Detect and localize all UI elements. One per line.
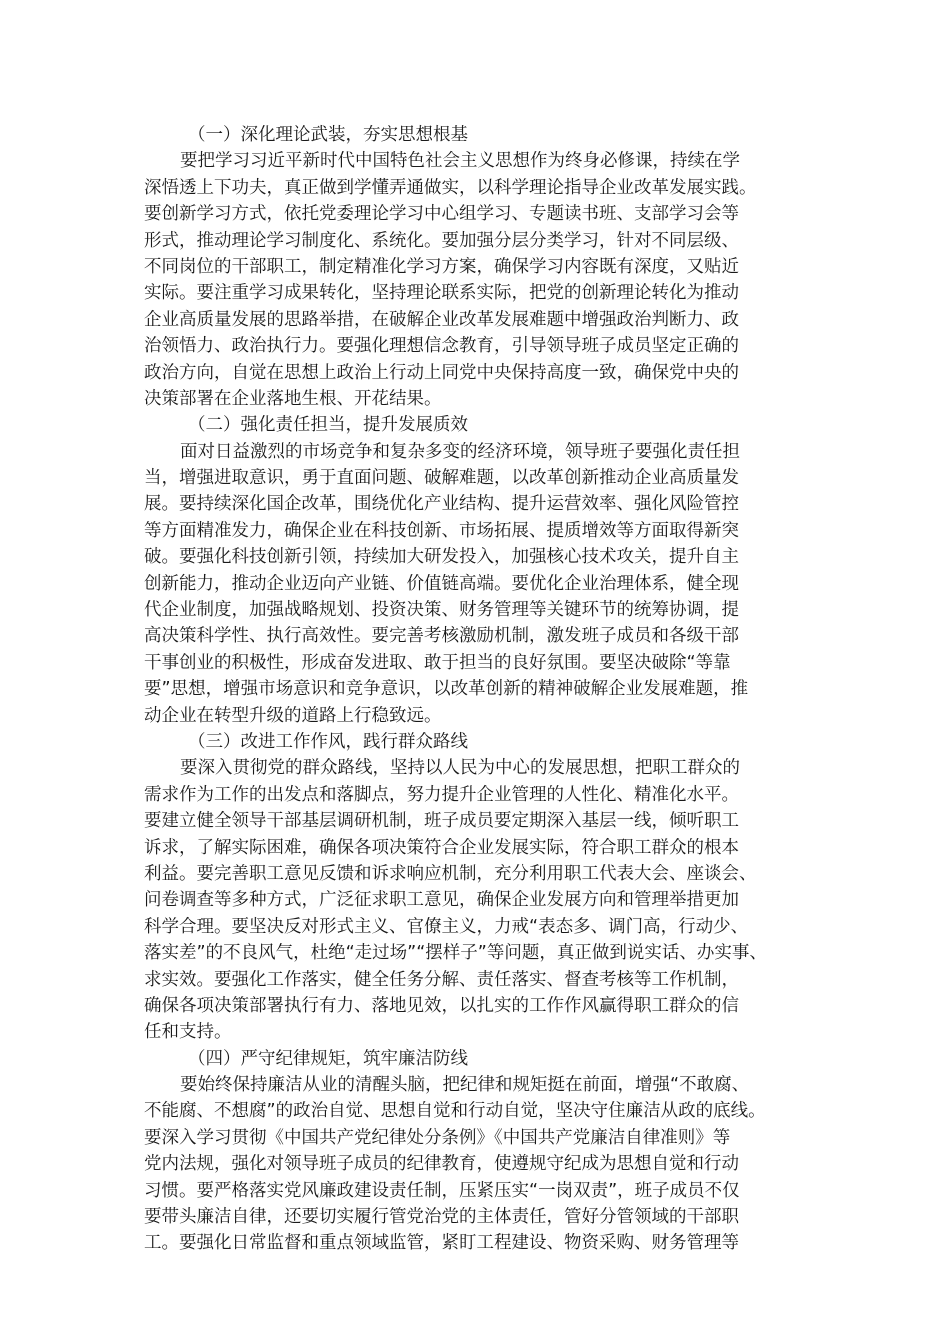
text-line: 决策部署在企业落地生根、开花结果。 — [144, 388, 442, 409]
text-line: 要深入贯彻党的群众路线，坚持以人民为中心的发展思想，把职工群众的 — [180, 758, 740, 779]
text-line: 治领悟力、政治执行力。要强化理想信念教育，引导领导班子成员坚定正确的 — [144, 336, 739, 357]
text-line: 政治方向，自觉在思想上政治上行动上同党中央保持高度一致，确保党中央的 — [144, 362, 739, 383]
text-line: 实际。要注重学习成果转化，坚持理论联系实际，把党的创新理论转化为推动 — [144, 283, 739, 304]
text-line: 面对日益激烈的市场竞争和复杂多变的经济环境，领导班子要强化责任担 — [180, 441, 740, 462]
text-line: 要始终保持廉洁从业的清醒头脑，把纪律和规矩挺在前面，增强“不敢腐、 — [180, 1075, 750, 1096]
text-line: 任和支持。 — [144, 1022, 232, 1043]
text-line: 需求作为工作的出发点和落脚点，努力提升企业管理的人性化、精准化水平。 — [144, 784, 739, 805]
text-line: 高决策科学性、执行高效性。要完善考核激励机制，激发班子成员和各级干部 — [144, 626, 739, 647]
text-line: 破。要强化科技创新引领，持续加大研发投入，加强核心技术攻关，提升自主 — [144, 547, 739, 568]
text-line: 不能腐、不想腐”的政治自觉、思想自觉和行动自觉，坚决守住廉洁从政的底线。 — [144, 1101, 766, 1122]
text-line: 要带头廉洁自律，还要切实履行管党治党的主体责任，管好分管领域的干部职 — [144, 1207, 739, 1228]
text-line: 展。要持续深化国企改革，围绕优化产业结构、提升运营效率、强化风险管控 — [144, 494, 739, 515]
section-heading: （四）严守纪律规矩，筑牢廉洁防线 — [188, 1048, 468, 1069]
text-line: 不同岗位的干部职工，制定精准化学习方案，确保学习内容既有深度，又贴近 — [144, 256, 739, 277]
text-line: 要”思想，增强市场意识和竞争意识，以改革创新的精神破解企业发展难题，推 — [144, 679, 749, 700]
text-line: 企业高质量发展的思路举措，在破解企业改革发展难题中增强政治判断力、政 — [144, 309, 739, 330]
text-line: 要把学习习近平新时代中国特色社会主义思想作为终身必修课，持续在学 — [180, 151, 740, 172]
text-line: 工。要强化日常监督和重点领域监管，紧盯工程建设、物资采购、财务管理等 — [144, 1233, 739, 1254]
text-line: 创新能力，推动企业迈向产业链、价值链高端。要优化企业治理体系，健全现 — [144, 573, 739, 594]
text-line: 等方面精准发力，确保企业在科技创新、市场拓展、提质增效等方面取得新突 — [144, 520, 739, 541]
text-line: 干事创业的积极性，形成奋发进取、敢于担当的良好氛围。要坚决破除“等靠 — [144, 652, 731, 673]
text-line: 科学合理。要坚决反对形式主义、官僚主义，力戒“表态多、调门高，行动少、 — [144, 916, 749, 937]
text-line: 落实差”的不良风气，杜绝“走过场”“摆样子”等问题，真正做到说实话、办实事、 — [144, 943, 767, 964]
text-line: 当，增强进取意识，勇于直面问题、破解难题，以改革创新推动企业高质量发 — [144, 468, 739, 489]
section-heading: （二）强化责任担当，提升发展质效 — [188, 415, 468, 436]
section-heading: （三）改进工作作风，践行群众路线 — [188, 731, 468, 752]
text-line: 要建立健全领导干部基层调研机制，班子成员要定期深入基层一线，倾听职工 — [144, 811, 739, 832]
text-line: 利益。要完善职工意见反馈和诉求响应机制，充分利用职工代表大会、座谈会、 — [144, 863, 757, 884]
text-line: 要创新学习方式，依托党委理论学习中心组学习、专题读书班、支部学习会等 — [144, 204, 739, 225]
section-heading: （一）深化理论武装，夯实思想根基 — [188, 125, 468, 145]
text-line: 问卷调查等多种方式，广泛征求职工意见，确保企业发展方向和管理举措更加 — [144, 890, 739, 911]
text-line: 形式，推动理论学习制度化、系统化。要加强分层分类学习，针对不同层级、 — [144, 230, 739, 251]
document-body — [144, 122, 810, 1257]
text-line: 要深入学习贯彻《中国共产党纪律处分条例》《中国共产党廉洁自律准则》等 — [144, 1127, 731, 1148]
text-line: 党内法规，强化对领导班子成员的纪律教育，使遵规守纪成为思想自觉和行动 — [144, 1154, 739, 1175]
text-line: 代企业制度，加强战略规划、投资决策、财务管理等关键环节的统筹协调，提 — [144, 600, 739, 621]
text-line: 动企业在转型升级的道路上行稳致远。 — [144, 705, 442, 726]
text-line: 诉求，了解实际困难，确保各项决策符合企业发展实际，符合职工群众的根本 — [144, 837, 739, 858]
text-line: 确保各项决策部署执行有力、落地见效，以扎实的工作作风赢得职工群众的信 — [144, 995, 739, 1016]
text-line: 求实效。要强化工作落实，健全任务分解、责任落实、督查考核等工作机制， — [144, 969, 739, 990]
text-line: 深悟透上下功夫，真正做到学懂弄通做实，以科学理论指导企业改革发展实践。 — [144, 177, 757, 198]
text-line: 习惯。要严格落实党风廉政建设责任制，压紧压实“一岗双责”，班子成员不仅 — [144, 1180, 740, 1201]
